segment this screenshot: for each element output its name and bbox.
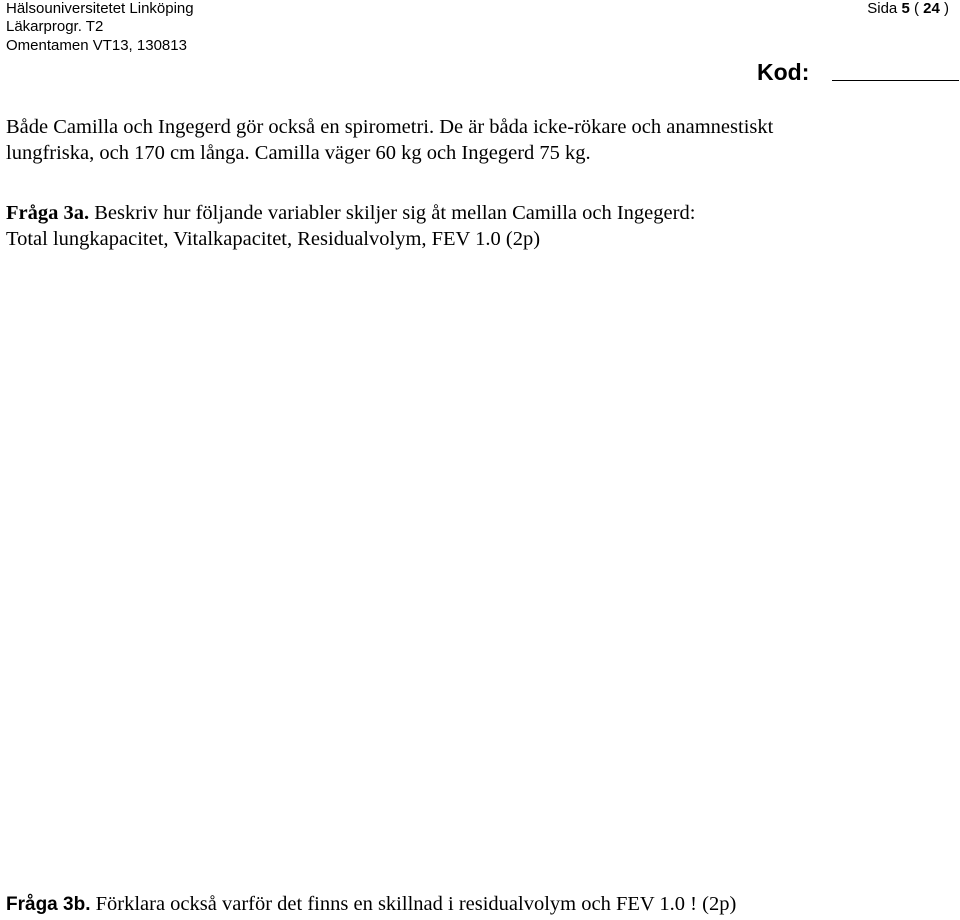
page-prefix: Sida: [867, 0, 898, 17]
page-open-paren: (: [913, 0, 919, 17]
question-3b-text: Förklara också varför det finns en skillnad i residualvolym och FEV 1.0 ! (2p): [90, 893, 737, 915]
question-3a: [6, 200, 956, 252]
header-exam: Omentamen VT13, 130813: [6, 37, 187, 54]
question-3b: [6, 891, 956, 918]
page-total: 24: [923, 0, 940, 17]
kod-answer-line: [832, 80, 959, 81]
question-3a-label: Fråga 3a.: [6, 202, 90, 224]
page-current: 5: [901, 0, 910, 17]
header-program: Läkarprogr. T2: [6, 18, 104, 35]
header-institution: Hälsouniversitetet Linköping: [6, 0, 194, 17]
page-close-paren: ): [944, 0, 949, 17]
question-3b-label: Fråga 3b.: [6, 894, 91, 915]
question-3a-line-1: [6, 200, 956, 226]
intro-paragraph: [6, 114, 956, 166]
kod-label: Kod:: [757, 59, 810, 85]
intro-line-1: Både Camilla och Ingegerd gör också en spirometri. De är båda icke-rökare och anamnestiskt: [6, 116, 774, 138]
page-number: [867, 0, 949, 18]
intro-line-2: lungfriska, och 170 cm långa. Camilla väger 60 kg och Ingegerd 75 kg.: [6, 142, 591, 164]
question-3b-line: [6, 891, 956, 918]
question-3a-line-2: Total lungkapacitet, Vitalkapacitet, Residualvolym, FEV 1.0 (2p): [6, 228, 541, 250]
question-3a-text: Beskriv hur följande variabler skiljer sig åt mellan Camilla och Ingegerd:: [89, 202, 696, 224]
